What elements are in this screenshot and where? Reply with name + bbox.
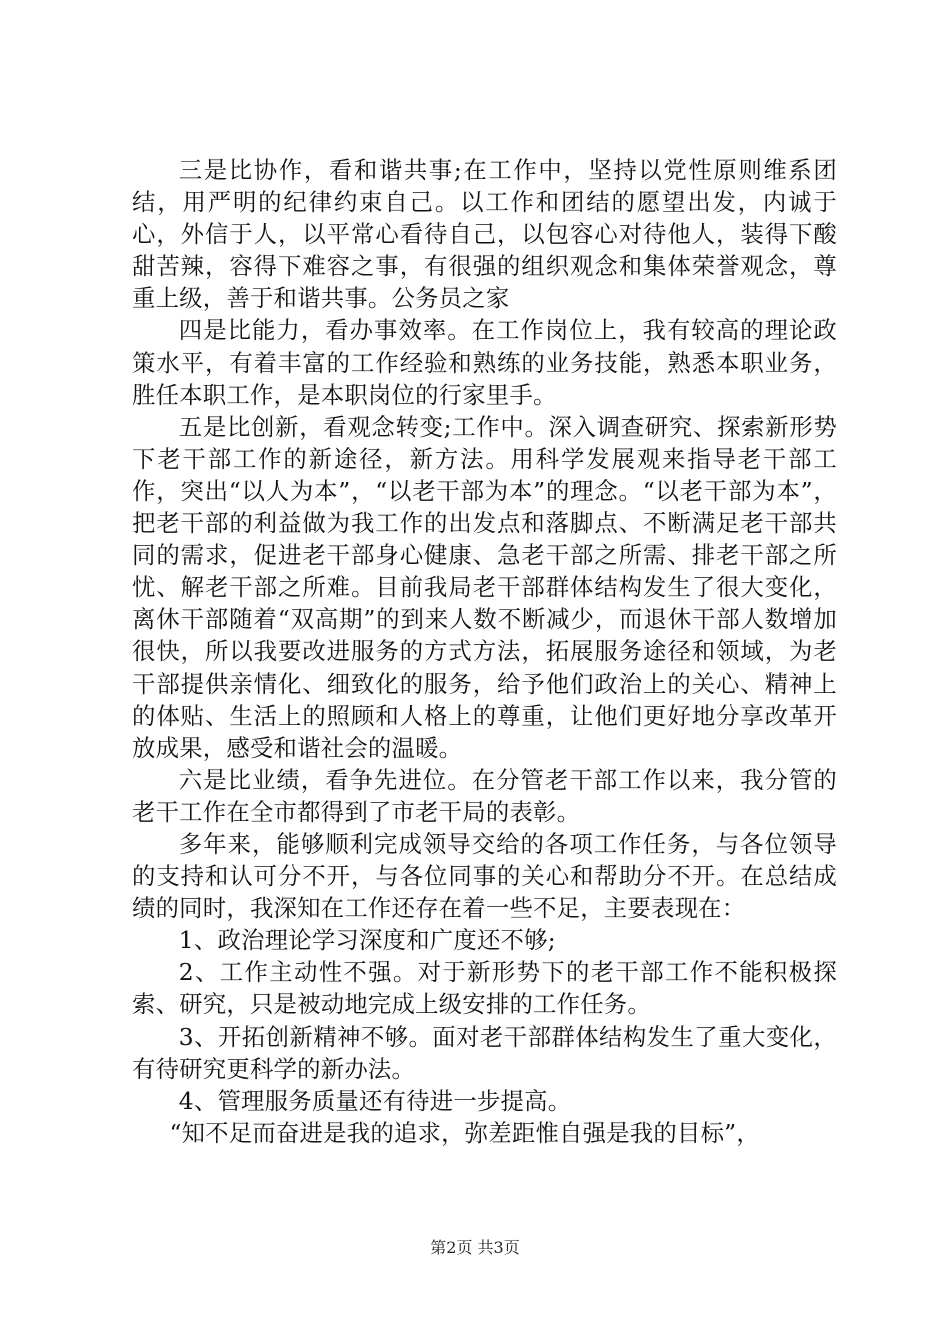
paragraph-closing-quote: “知不足而奋进是我的追求，弥差距惟自强是我的目标”，	[169, 1118, 760, 1147]
list-item-shortcoming-1: 1、政治理论学习深度和广度还不够;	[178, 926, 556, 955]
list-item-shortcoming-4: 4、管理服务质量还有待进一步提高。	[178, 1086, 572, 1115]
paragraph-cooperation: 三是比协作，看和谐共事;在工作中，坚持以党性原则维系团结，用严明的纪律约束自己。以工作和团结的愿望出发，内诚于心，外信于人，以平常心看待自己，以包容心对待他人，装得下酸甜苦辣，容得下难容之事，有很强的组织观念和集体荣誉观念，尊重上级，善于和谐共事。公务员之家	[132, 156, 837, 313]
paragraph-innovation: 五是比创新，看观念转变;工作中。深入调查研究、探索新形势下老干部工作的新途径，新方法。用科学发展观来指导老干部工作，突出“以人为本”，“以老干部为本”的理念。“以老干部为本”，把老干部的利益做为我工作的出发点和落脚点、不断满足老干部共同的需求，促进老干部身心健康、急老干部之所需、排老干部之所忧、解老干部之所难。目前我局老干部群体结构发生了很大变化，离休干部随着“双高期”的到来人数不断减少，而退休干部人数增加很快，所以我要改进服务的方式方法，拓展服务途径和领域，为老干部提供亲情化、细致化的服务，给予他们政治上的关心、精神上的体贴、生活上的照顾和人格上的尊重，让他们更好地分享改革开放成果，感受和谐社会的温暖。	[132, 412, 837, 762]
paragraph-summary: 多年来，能够顺利完成领导交给的各项工作任务，与各位领导的支持和认可分不开，与各位同事的关心和帮助分不开。在总结成绩的同时，我深知在工作还存在着一些不足，主要表现在：	[132, 829, 837, 923]
paragraph-ability: 四是比能力，看办事效率。在工作岗位上，我有较高的理论政策水平，有着丰富的工作经验和熟练的业务技能，熟悉本职业务，胜任本职工作，是本职岗位的行家里手。	[132, 316, 837, 409]
document-body	[132, 154, 837, 1149]
list-item-shortcoming-2: 2、工作主动性不强。对于新形势下的老干部工作不能积极探索、研究，只是被动地完成上级安排的工作任务。	[132, 958, 837, 1019]
paragraph-performance: 六是比业绩，看争先进位。在分管老干部工作以来，我分管的老干工作在全市都得到了市老干局的表彰。	[132, 765, 837, 826]
page-number-footer: 第2页 共3页	[430, 1238, 520, 1257]
list-item-shortcoming-3: 3、开拓创新精神不够。面对老干部群体结构发生了重大变化，有待研究更科学的新办法。	[132, 1022, 837, 1083]
